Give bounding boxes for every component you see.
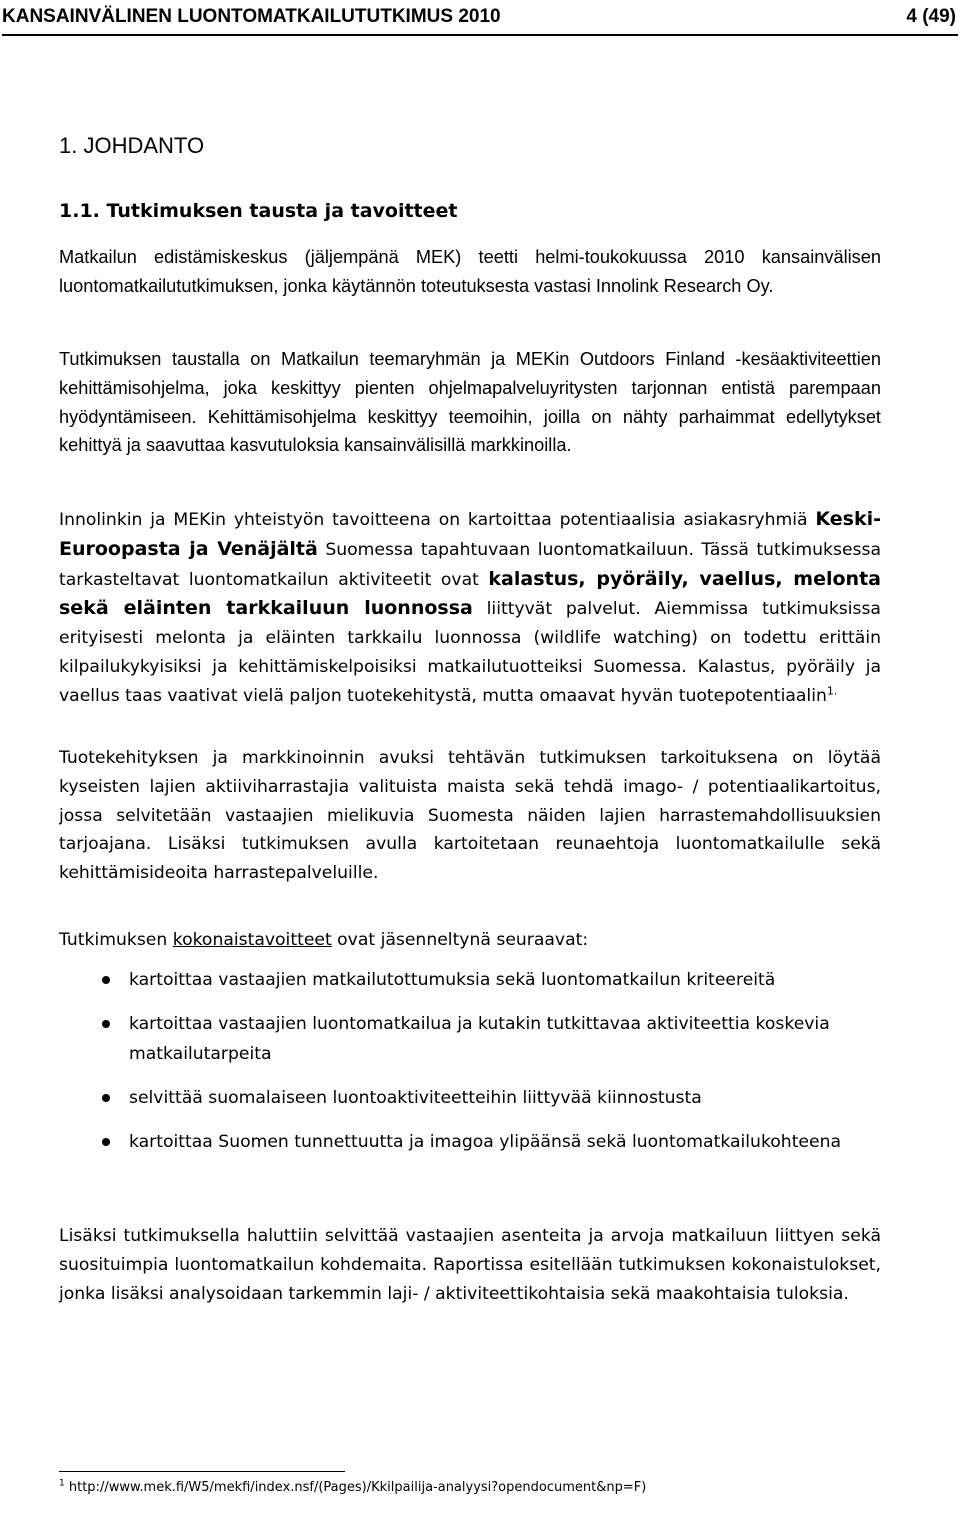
bullet-icon [102, 1020, 110, 1028]
footnote-mark: 1 [59, 1478, 65, 1489]
list-item-text: kartoittaa vastaajien luontomatkailua ja kutakin tutkittavaa aktiviteettia koskevia matkailutarpeita [129, 1014, 830, 1064]
list-item-text: selvittää suomalaiseen luontoaktiviteetteihin liittyvää kiinnostusta [129, 1088, 702, 1108]
goals-list [59, 965, 881, 1157]
paragraph-2: Tutkimuksen taustalla on Matkailun teemaryhmän ja MEKin Outdoors Finland -kesäaktiviteettien kehittämisohjelma, joka keskittyy pienten ohjelmapalveluyritysten tarjonnan entistä parempaan hyödyntämiseen. Kehittämisohjelma keskittyy teemoihin, joilla on nähty parhaimmat edellytykset kehittyä ja saavuttaa kasvutuloksia kansainvälisillä markkinoilla. [59, 349, 881, 456]
paragraph-5 [59, 926, 881, 955]
bullet-icon [102, 976, 110, 984]
footnote [59, 1480, 646, 1495]
document-title: KANSAINVÄLINEN LUONTOMATKAILUTUTKIMUS 2010 [2, 6, 501, 27]
subsection-heading: 1.1. Tutkimuksen tausta ja tavoitteet [59, 200, 458, 222]
bullet-icon [102, 1094, 110, 1102]
bullet-icon [102, 1138, 110, 1146]
footnote-divider [59, 1471, 345, 1472]
list-item-text: kartoittaa Suomen tunnettuutta ja imagoa ylipäänsä sekä luontomatkailukohteena [129, 1132, 842, 1152]
list-item [59, 1083, 881, 1113]
page-number: 4 (49) [906, 6, 956, 27]
p3-regions: Keski-Euroopasta ja Venäjältä [59, 508, 881, 560]
list-item [59, 965, 881, 995]
p3-text-c: Suomessa tapahtuvaan luontomatkailuun. Tässä tutkimuksessa tarkasteltavat luontomatkailun aktiviteetit ovat [59, 539, 881, 590]
p5-underlined: kokonaistavoitteet [172, 930, 332, 950]
list-item [59, 1127, 881, 1157]
p5-text-a: Tutkimuksen [59, 930, 168, 950]
section-heading: 1. JOHDANTO [59, 133, 205, 158]
paragraph-4: Tuotekehityksen ja markkinoinnin avuksi tehtävän tutkimuksen tarkoituksena on löytää kyseisten lajien aktiiviharrastajia valituista maista sekä tehdä imago- / potentiaalikartoitus, jossa selvitetään vastaajien mielikuvia Suomesta näiden lajien harrastemahdollisuuksien tarjoajana. Lisäksi tutkimuksen avulla kartoitetaan reunaehtoja luontomatkailulle sekä kehittämisideoita harrastepalveluille. [59, 748, 881, 884]
paragraph-3 [59, 505, 881, 711]
p3-activities: kalastus, pyöräily, vaellus, melonta sekä eläinten tarkkailuun luonnossa [59, 567, 881, 620]
page-header [2, 4, 958, 36]
list-item [59, 1009, 881, 1069]
p3-text-a: Innolinkin ja MEKin yhteistyön tavoitteena on kartoittaa potentiaalisia asiakasryhmiä [59, 510, 808, 530]
footnote-ref: 1. [826, 684, 838, 698]
p5-text-c: ovat jäsenneltynä seuraavat: [337, 930, 589, 950]
paragraph-1: Matkailun edistämiskeskus (jäljempänä MEK) teetti helmi-toukokuussa 2010 kansainvälisen luontomatkailututkimuksen, jonka käytännön toteutuksesta vastasi Innolink Research Oy. [59, 247, 881, 296]
p3-text-e: liittyvät palvelut. Aiemmissa tutkimuksissa erityisesti melonta ja eläinten tarkkailu luonnossa (wildlife watching) on todettu erittäin kilpailukykyisiksi ja kehittämiskelpoisiksi matkailutuotteiksi Suomessa. Kalastus, pyöräily ja vaellus taas vaativat vielä paljon tuotekehitystä, mutta omaavat hyvän tuotepotentiaalin [59, 599, 881, 706]
paragraph-6: Lisäksi tutkimuksella haluttiin selvittää vastaajien asenteita ja arvoja matkailuun liittyen sekä suosituimpia luontomatkailun kohdemaita. Raportissa esitellään tutkimuksen kokonaistulokset, jonka lisäksi analysoidaan tarkemmin laji- / aktiviteettikohtaisia sekä maakohtaisia tuloksia. [59, 1226, 881, 1304]
list-item-text: kartoittaa vastaajien matkailutottumuksia sekä luontomatkailun kriteereitä [129, 970, 776, 990]
footnote-link[interactable]: http://www.mek.fi/W5/mekfi/index.nsf/(Pages)/Kkilpailija-analyysi?opendocument&np=F) [68, 1480, 647, 1495]
